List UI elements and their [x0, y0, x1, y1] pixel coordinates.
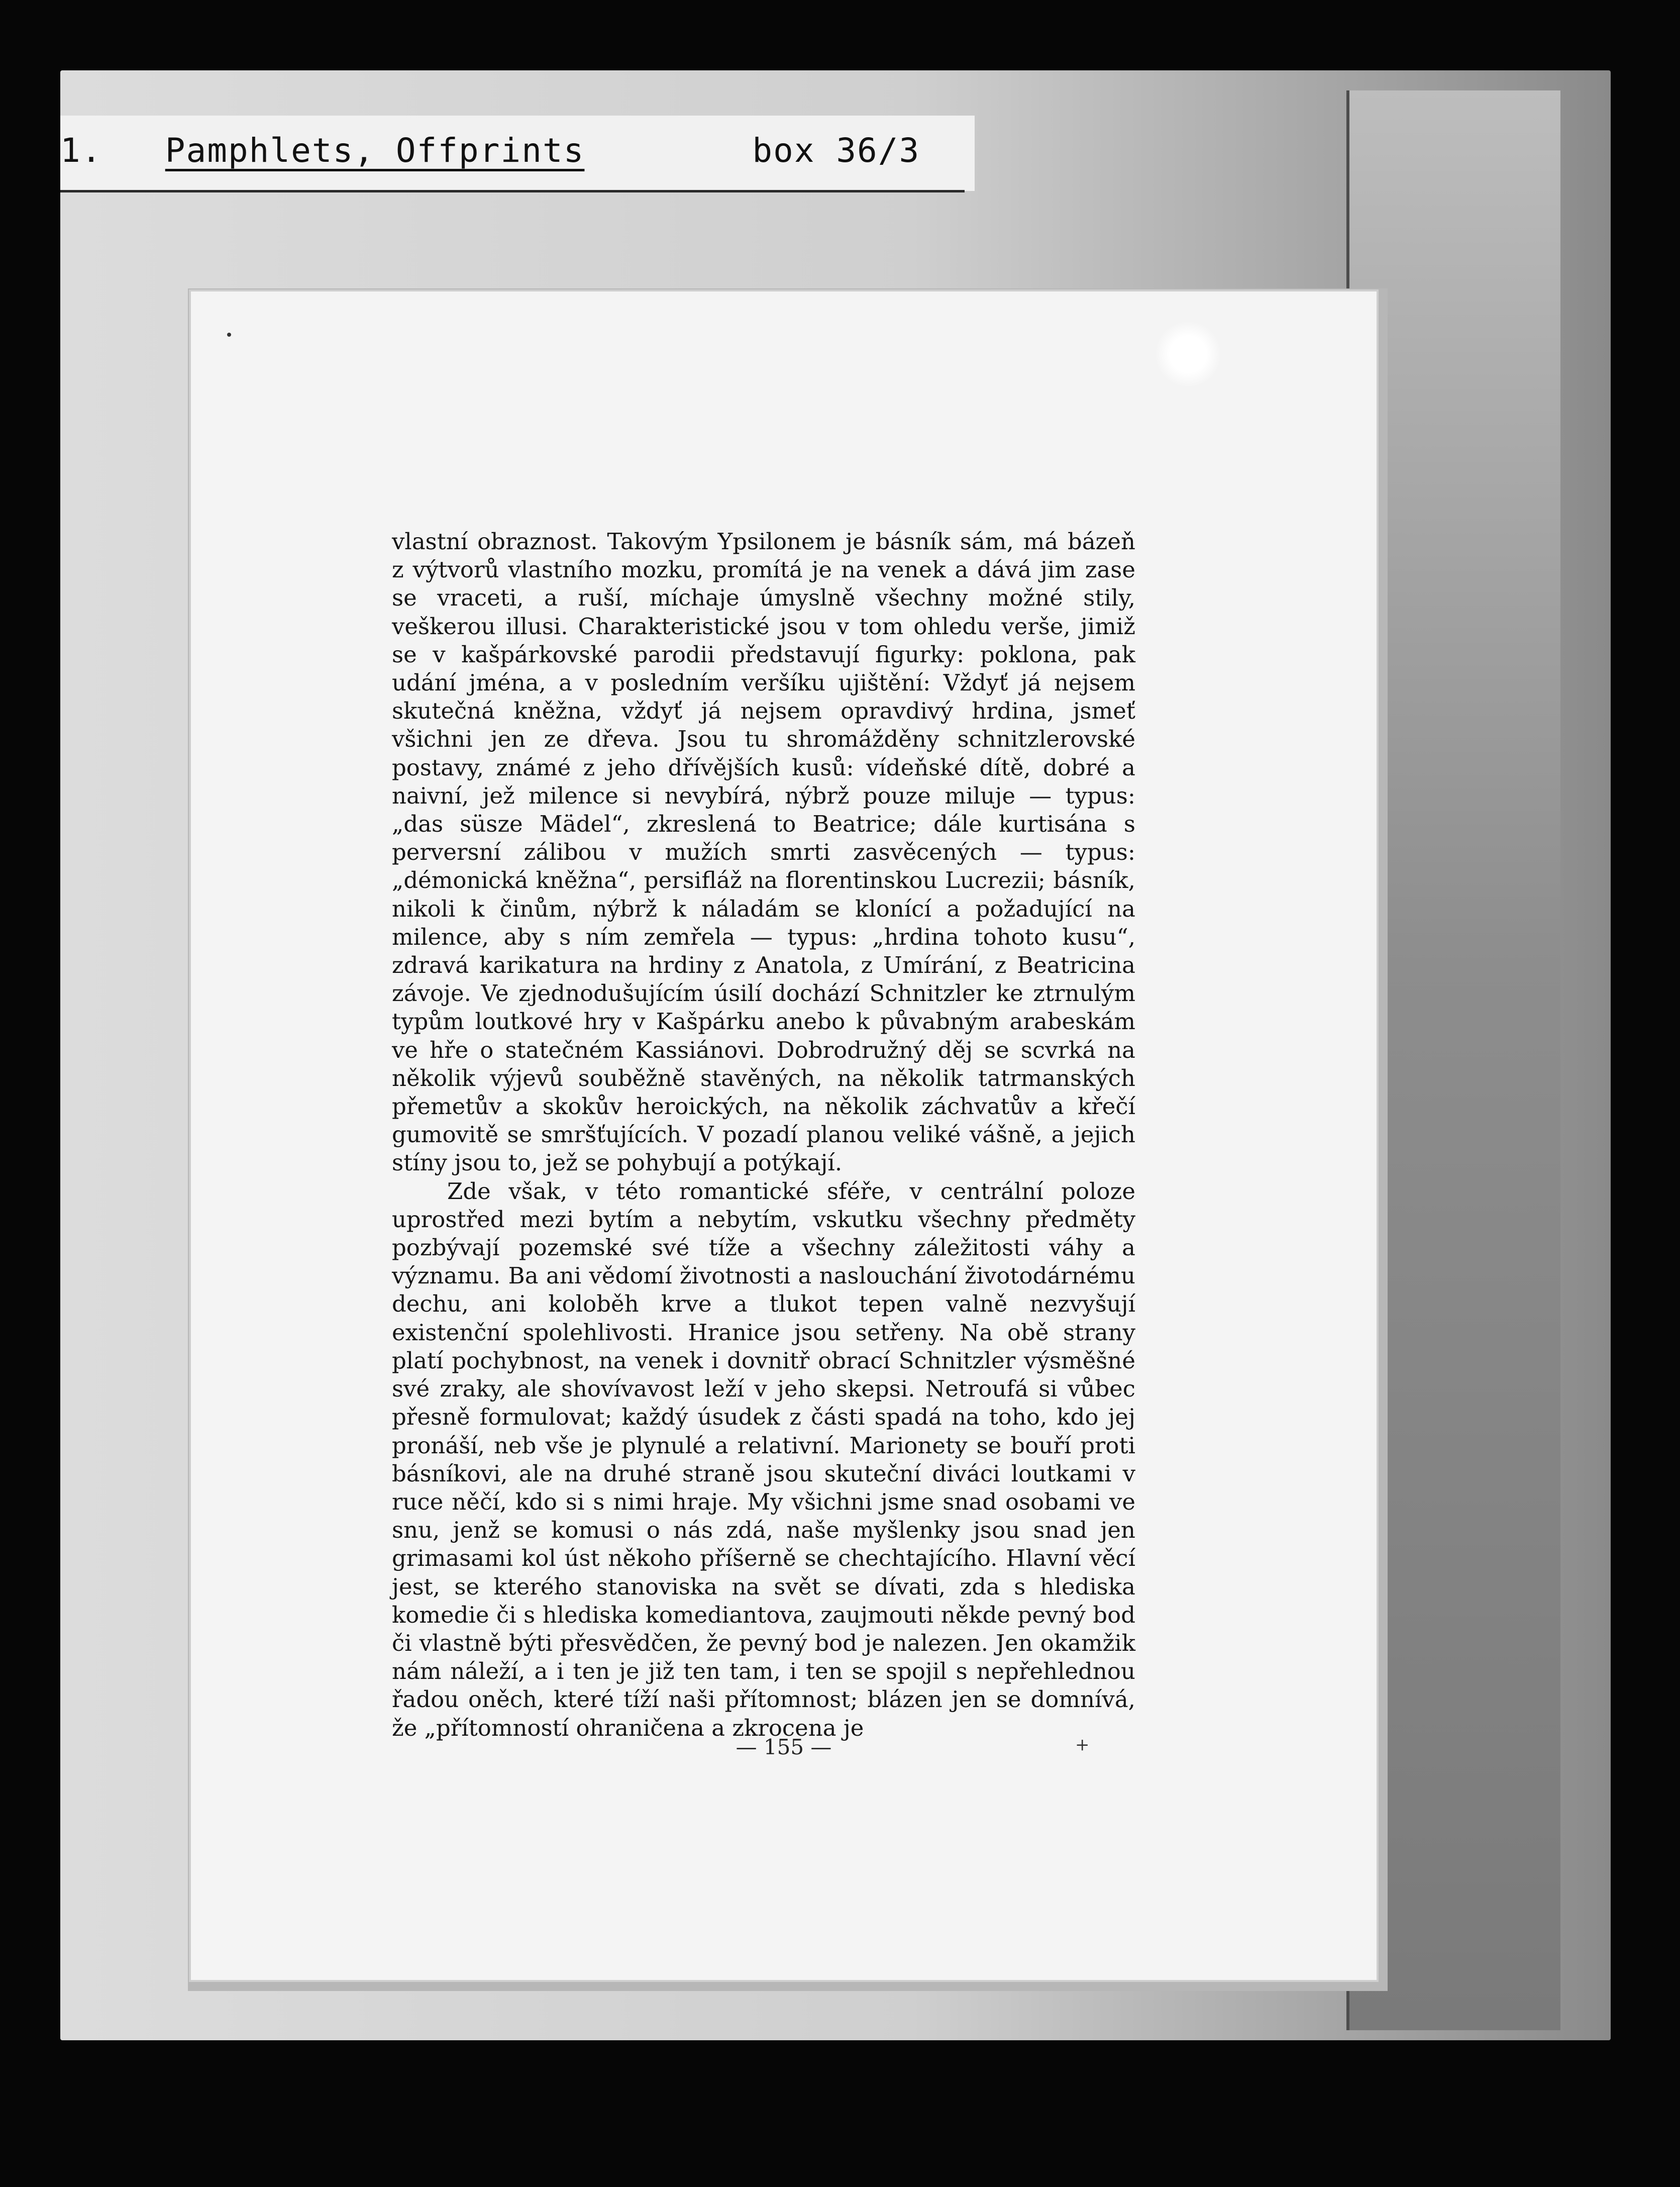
page-speck: [227, 333, 231, 337]
archive-label: [60, 121, 920, 181]
offprint-page: [191, 291, 1377, 1980]
light-flare: [1156, 322, 1221, 387]
paragraph-1: vlastní obraznost. Takovým Ypsilonem je básník sám, má bázeň z výtvorů vlastního mozku, promítá je na venek a dává jim zase se vraceti, a ruší, míchaje úmyslně všechny možné stily, veškerou illusi. Charakteristické jsou v tom ohledu verše, jimiž se v kašpárkovské parodii představují figurky: poklona, pak udání jména, a v posledním veršíku ujištění: Vždyť já nejsem skutečná kněžna, vždyť já nejsem opravdivý hrdina, jsmeť všichni jen ze dřeva. Jsou tu shromážděny schnitzlerovské postavy, známé z jeho dřívějších kusů: vídeňské dítě, dobré a naivní, jež milence si nevybírá, nýbrž pouze miluje — typus: „das süsze Mädel“, zkreslená to Beatrice; dále kurtisána s perversní zálibou v mužích smrti zasvěcených — typus: „démonická kněžna“, persifláž na florentinskou Lucrezii; básník, nikoli k činům, nýbrž k náladám se klonící a požadující na milence, aby s ním zemřela — typus: „hrdina tohoto kusu“, zdravá karikatura na hrdiny z Anatola, z Umírání, z Beatricina závoje. Ve zjednodušujícím úsilí dochází Schnitzler ke ztrnulým typům loutkové hry v Kašpárku anebo k půvabným arabeskám ve hře o statečném Kassiánovi. Dobrodružný děj se scvrká na několik výjevů souběžně stavěných, na několik tatrmanských přemetův a skokův heroických, na několik záchvatův a křečí gumovitě se smršťujících. V pozadí planou veliké vášně, a jejich stíny jsou to, jež se pohybují a potýkají.: [392, 528, 1135, 1176]
page-number: — 155 —: [736, 1735, 832, 1759]
label-series-title: Pamphlets, Offprints: [165, 131, 585, 170]
label-number: 1.: [60, 131, 102, 170]
paragraph-2: Zde však, v této romantické sféře, v centrální poloze uprostřed mezi bytím a nebytím, vskutku všechny předměty pozbývají pozemské své tíže a všechny záležitosti váhy a významu. Ba ani vědomí životnosti a naslouchání životodárnému dechu, ani koloběh krve a tlukot tepen valně nezvyšují existenční spolehlivosti. Hranice jsou setřeny. Na obě strany platí pochybnost, na venek i dovnitř obrací Schnitzler výsměšné své zraky, ale shovívavost leží v jeho skepsi. Netroufá si vůbec přesně formulovat; každý úsudek z části spadá na toho, kdo jej pronáší, neb vše je plynulé a relativní. Marionety se bouří proti básníkovi, ale na druhé straně jsou skuteční diváci loutkami v ruce něčí, kdo si s nimi hraje. My všichni jsme snad osobami ve snu, jenž se komusi o nás zdá, naše myšlenky jsou snad jen grimasami kol úst někoho příšerně se chechtajícího. Hlavní věcí jest, se kterého stanoviska na svět se dívati, zda s hlediska komedie či s hlediska komediantova, zaujmouti někde pevný bod či vlastně býti přesvědčen, že pevný bod je nalezen. Jen okamžik nám náleží, a i ten je již ten tam, i ten se spojil s nepřehlednou řadou oněch, které tíží naši přítomnost; blázen jen se domnívá, že „přítomností ohraničena a zkrocena je: [392, 1177, 1135, 1741]
label-box-number: box 36/3: [752, 131, 920, 170]
label-underline-rule: [60, 190, 965, 192]
page-mark: +: [1075, 1735, 1090, 1755]
body-text: [392, 528, 1135, 1742]
folder-back-sheet: [1346, 90, 1560, 2030]
